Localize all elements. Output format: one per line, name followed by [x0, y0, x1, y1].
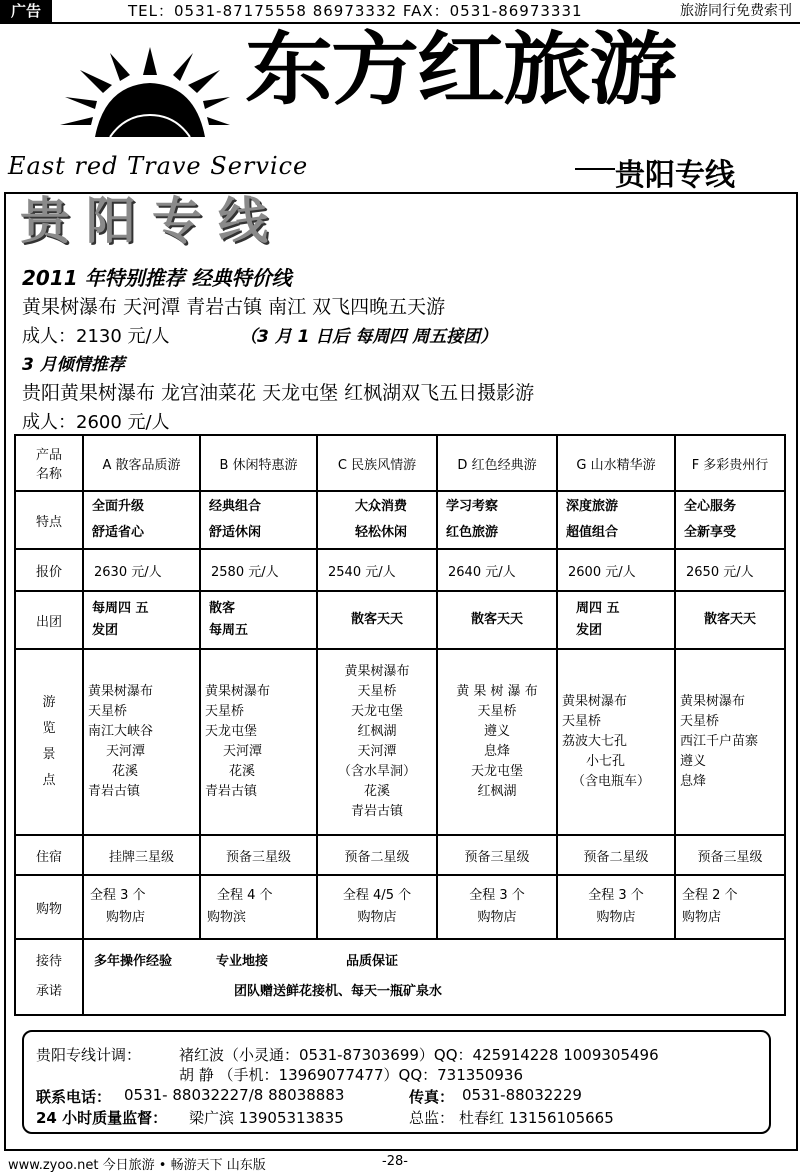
- product-lodging: 预备二星级: [557, 835, 675, 875]
- planner-2: 胡 静 （手机：13969077477）QQ：731350936: [179, 1066, 524, 1084]
- table-row: [15, 491, 785, 549]
- brand-name: 东方红旅游: [245, 22, 676, 116]
- brand-english: East red Trave Service: [8, 152, 309, 180]
- brand-subtitle: 贵阳专线: [615, 158, 735, 193]
- quality-contact: 梁广滨 13905313835: [189, 1109, 344, 1127]
- promo-route-2: 贵阳黄果树瀑布 龙宫油菜花 天龙屯堡 红枫湖双飞五日摄影游: [22, 382, 535, 404]
- director-label: 总监：: [409, 1109, 455, 1127]
- product-departure: 散客 每周五: [200, 591, 317, 649]
- planner-1: 褚红波（小灵通：0531-87303699）QQ：425914228 1009305496: [179, 1046, 659, 1064]
- product-spots: 黄果树瀑布 天星桥 西江千户苗寨 遵义 息烽: [675, 649, 785, 835]
- row-header-departure: 出团: [15, 591, 83, 649]
- row-header-spots: 游 览 景 点: [15, 649, 83, 835]
- product-name: F 多彩贵州行: [675, 435, 785, 491]
- product-lodging: 预备三星级: [437, 835, 557, 875]
- table-row: [15, 591, 785, 649]
- product-price: 2580 元/人: [200, 549, 317, 591]
- row-header-lodging: 住宿: [15, 835, 83, 875]
- product-price: 2640 元/人: [437, 549, 557, 591]
- product-spots: 黄果树瀑布 天星桥 天龙屯堡 红枫湖 天河潭 （含水旱洞） 花溪 青岩古镇: [317, 649, 437, 835]
- product-price: 2600 元/人: [557, 549, 675, 591]
- table-row: [15, 875, 785, 939]
- product-shopping: 全程 3 个 购物店: [83, 875, 200, 939]
- promo-subhead: 3 月倾情推荐: [22, 355, 125, 375]
- product-departure: 周四 五 发团: [557, 591, 675, 649]
- service-promise: 多年操作经验 专业地接 品质保证 团队赠送鲜花接机、每天一瓶矿泉水: [83, 939, 785, 1015]
- product-shopping: 全程 3 个 购物店: [437, 875, 557, 939]
- product-shopping: 全程 4 个 购物滨: [200, 875, 317, 939]
- product-features: 全面升级 舒适省心: [83, 491, 200, 549]
- table-row: [15, 549, 785, 591]
- product-features: 全心服务 全新享受: [675, 491, 785, 549]
- ad-tag: 广告: [0, 0, 52, 22]
- product-lodging: 预备三星级: [200, 835, 317, 875]
- table-row: [15, 835, 785, 875]
- phone-label: 联系电话：: [36, 1088, 112, 1106]
- art-title: 贵阳专线: [20, 191, 284, 250]
- product-lodging: 预备二星级: [317, 835, 437, 875]
- product-shopping: 全程 3 个 购物店: [557, 875, 675, 939]
- product-features: 经典组合 舒适休闲: [200, 491, 317, 549]
- product-lodging: 挂牌三星级: [83, 835, 200, 875]
- phone-number: 0531- 88032227/8 88038883: [124, 1086, 345, 1104]
- product-name: B 休闲特惠游: [200, 435, 317, 491]
- row-header-promise: 接待 承诺: [15, 939, 83, 1015]
- promo-price-1: 成人：2130 元/人: [22, 326, 170, 347]
- product-shopping: 全程 4/5 个 购物店: [317, 875, 437, 939]
- product-price: 2650 元/人: [675, 549, 785, 591]
- top-bar: [0, 0, 800, 24]
- promo-route-1: 黄果树瀑布 天河潭 青岩古镇 南江 双飞四晚五天游: [22, 296, 446, 318]
- director-contact: 杜春红 13156105665: [459, 1109, 614, 1127]
- free-catalog-text: 旅游同行免费索刊: [680, 3, 792, 19]
- product-name: C 民族风情游: [317, 435, 437, 491]
- page-footer: [0, 1152, 800, 1172]
- product-departure: 每周四 五 发团: [83, 591, 200, 649]
- contact-box: [22, 1030, 771, 1134]
- row-header-features: 特点: [15, 491, 83, 549]
- product-name: D 红色经典游: [437, 435, 557, 491]
- promo-headline: 2011 年特别推荐 经典特价线: [22, 266, 292, 290]
- product-name: A 散客品质游: [83, 435, 200, 491]
- subtitle-dash: [575, 168, 615, 170]
- product-features: 深度旅游 超值组合: [557, 491, 675, 549]
- planner-label: 贵阳专线计调：: [36, 1046, 142, 1064]
- product-spots: 黄 果 树 瀑 布 天星桥 遵义 息烽 天龙屯堡 红枫湖: [437, 649, 557, 835]
- product-price: 2630 元/人: [83, 549, 200, 591]
- footer-site: www.zyoo.net 今日旅游 • 畅游天下 山东版: [8, 1158, 266, 1173]
- promo-price-2: 成人：2600 元/人: [22, 412, 170, 433]
- product-shopping: 全程 2 个 购物店: [675, 875, 785, 939]
- product-table: [14, 434, 786, 1016]
- product-features: 学习考察 红色旅游: [437, 491, 557, 549]
- page-number: -28-: [382, 1154, 408, 1169]
- table-row: [15, 939, 785, 1015]
- product-spots: 黄果树瀑布 天星桥 荔波大七孔 小七孔 （含电瓶车）: [557, 649, 675, 835]
- row-header-price: 报价: [15, 549, 83, 591]
- promo-note-1: （3 月 1 日后 每周四 周五接团）: [240, 327, 498, 347]
- quality-label: 24 小时质量监督：: [36, 1109, 168, 1127]
- row-header-shopping: 购物: [15, 875, 83, 939]
- product-price: 2540 元/人: [317, 549, 437, 591]
- table-row: [15, 435, 785, 491]
- row-header-product: 产品 名称: [15, 435, 83, 491]
- tel-fax-line: TEL：0531-87175558 86973332 FAX：0531-86973331: [128, 2, 583, 20]
- product-departure: 散客天天: [317, 591, 437, 649]
- sun-logo-icon: [55, 45, 230, 145]
- product-departure: 散客天天: [437, 591, 557, 649]
- product-lodging: 预备三星级: [675, 835, 785, 875]
- fax-label: 传真：: [409, 1088, 455, 1106]
- table-row: [15, 649, 785, 835]
- product-spots: 黄果树瀑布 天星桥 南江大峡谷 天河潭 花溪 青岩古镇: [83, 649, 200, 835]
- product-name: G 山水精华游: [557, 435, 675, 491]
- fax-number: 0531-88032229: [462, 1086, 582, 1104]
- product-departure: 散客天天: [675, 591, 785, 649]
- product-spots: 黄果树瀑布 天星桥 天龙屯堡 天河潭 花溪 青岩古镇: [200, 649, 317, 835]
- product-features: 大众消费 轻松休闲: [317, 491, 437, 549]
